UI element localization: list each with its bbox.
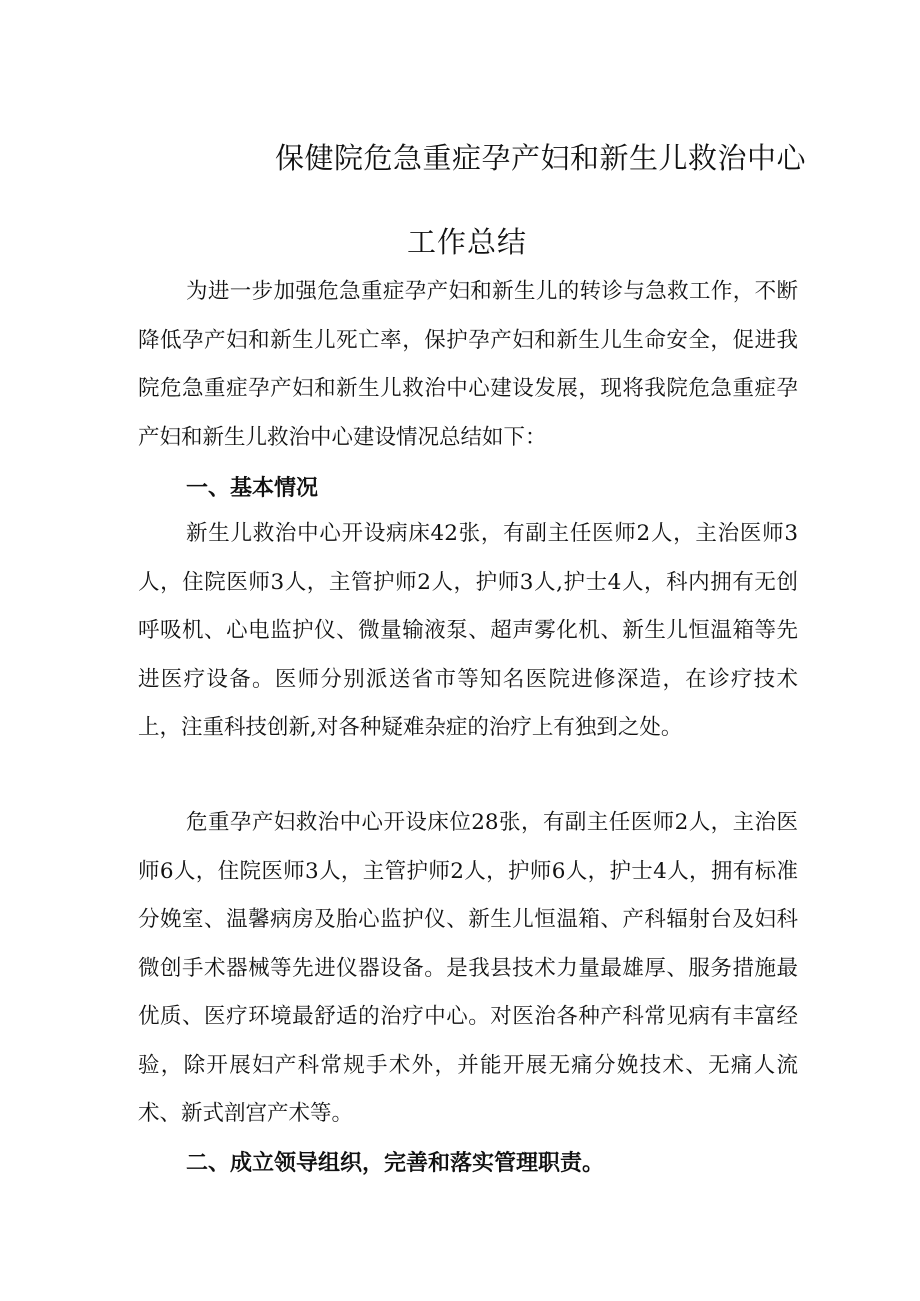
section-1-paragraph-2: 危重孕产妇救治中心开设床位28张，有副主任医师2人，主治医师6人，住院医师3人，主管护师2人，护师6人，护士4人，拥有标准分娩室、温馨病房及胎心监护仪、新生儿恒温箱、产科辐射台及妇科微创手术器械等先进仪器设备。是我县技术力量最雄厚、服务措施最优质、医疗环境最舒适的治疗中心。对医治各种产科常见病有丰富经验，除开展妇产科常规手术外，并能开展无痛分娩技术、无痛人流术、新式剖宫产术等。 xyxy=(138,810,798,1126)
intro-paragraph: 为进一步加强危急重症孕产妇和新生儿的转诊与急救工作，不断降低孕产妇和新生儿死亡率，保护孕产妇和新生儿生命安全，促进我院危急重症孕产妇和新生儿救治中心建设发展，现将我院危急重症孕产妇和新生儿救治中心建设情况总结如下： xyxy=(138,279,798,450)
section-1-heading: 一、基本情况 xyxy=(186,475,319,501)
section-1-paragraph-1: 新生儿救治中心开设病床42张，有副主任医师2人，主治医师3人，住院医师3人，主管护师2人，护师3人,护士4人，科内拥有无创呼吸机、心电监护仪、微量输液泵、超声雾化机、新生儿恒温箱等先进医疗设备。医师分别派送省市等知名医院进修深造，在诊疗技术上，注重科技创新,对各种疑难杂症的治疗上有独到之处。 xyxy=(138,521,798,740)
document-title-line-1: 保健院危急重症孕产妇和新生儿救治中心 xyxy=(275,141,807,175)
section-2-heading: 二、成立领导组织，完善和落实管理职责。 xyxy=(186,1150,605,1176)
document-title-line-2: 工作总结 xyxy=(407,225,528,259)
